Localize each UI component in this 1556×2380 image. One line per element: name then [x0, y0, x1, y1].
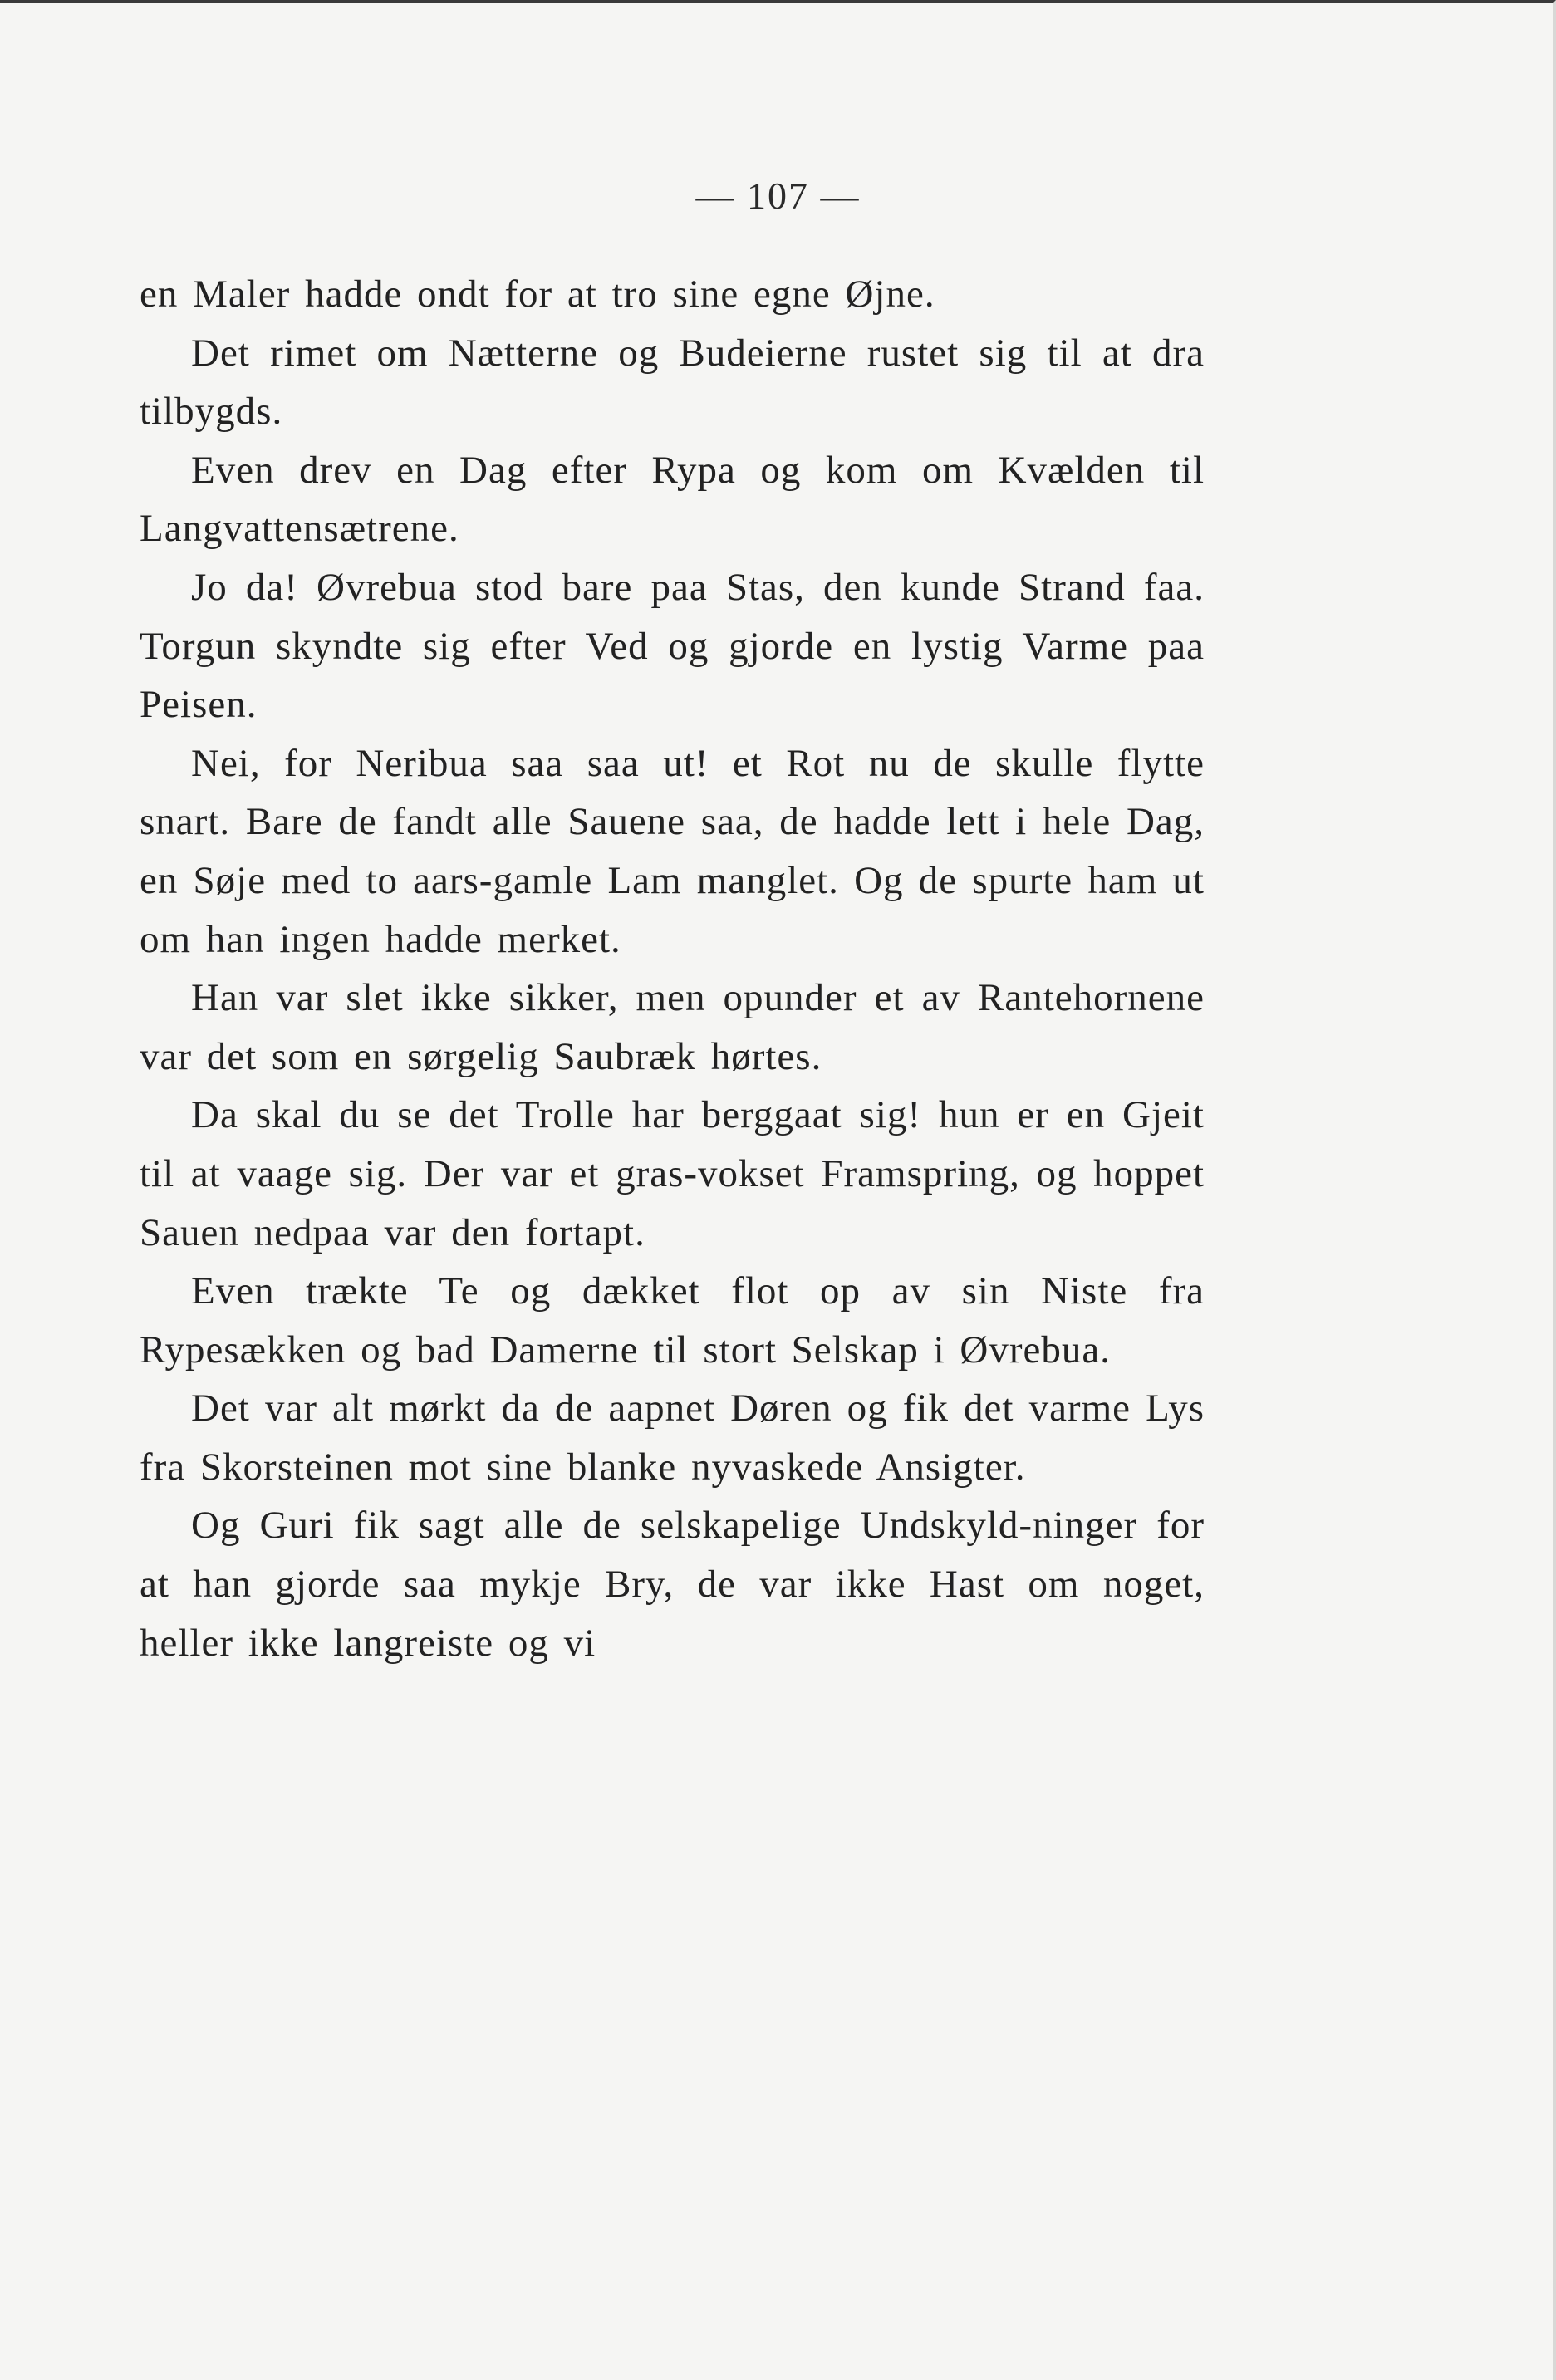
paragraph-9: Det var alt mørkt da de aapnet Døren og fik det varme Lys fra Skorsteinen mot sine blanke nyvaskede Ansigter.	[140, 1386, 1205, 1489]
paragraph-6: Han var slet ikke sikker, men opunder et av Rantehornene var det som en sørgelig Saubræk hørtes.	[140, 976, 1205, 1078]
page-number: — 107 —	[695, 174, 861, 217]
paragraph-2: Det rimet om Nætterne og Budeierne rustet sig til at dra tilbygds.	[140, 331, 1205, 434]
paragraph-10: Og Guri fik sagt alle de selskapelige Undskyld-ninger for at han gjorde saa mykje Bry, de var ikke Hast om noget, heller ikke langreiste og vi	[140, 1504, 1205, 1665]
paragraph-5: Nei, for Neribua saa saa ut! et Rot nu de skulle flytte snart. Bare de fandt alle Sauene saa, de hadde lett i hele Dag, en Søje med to aars-gamle Lam manglet. Og de spurte ham ut om han ingen hadde merket.	[140, 741, 1205, 961]
paragraph-4: Jo da! Øvrebua stod bare paa Stas, den kunde Strand faa. Torgun skyndte sig efter Ved og gjorde en lystig Varme paa Peisen.	[140, 565, 1205, 727]
paragraph-3: Even drev en Dag efter Rypa og kom om Kvælden til Langvattensætrene.	[140, 448, 1205, 551]
paragraph-1: en Maler hadde ondt for at tro sine egne Øjne.	[140, 272, 935, 316]
paragraph-8: Even trækte Te og dækket flot op av sin Niste fra Rypesækken og bad Damerne til stort Selskap i Øvrebua.	[140, 1269, 1205, 1372]
paragraph-7: Da skal du se det Trolle har berggaat sig! hun er en Gjeit til at vaage sig. Der var et gras-vokset Framspring, og hoppet Sauen nedpaa var den fortapt.	[140, 1093, 1205, 1254]
body-text	[140, 265, 1205, 1672]
